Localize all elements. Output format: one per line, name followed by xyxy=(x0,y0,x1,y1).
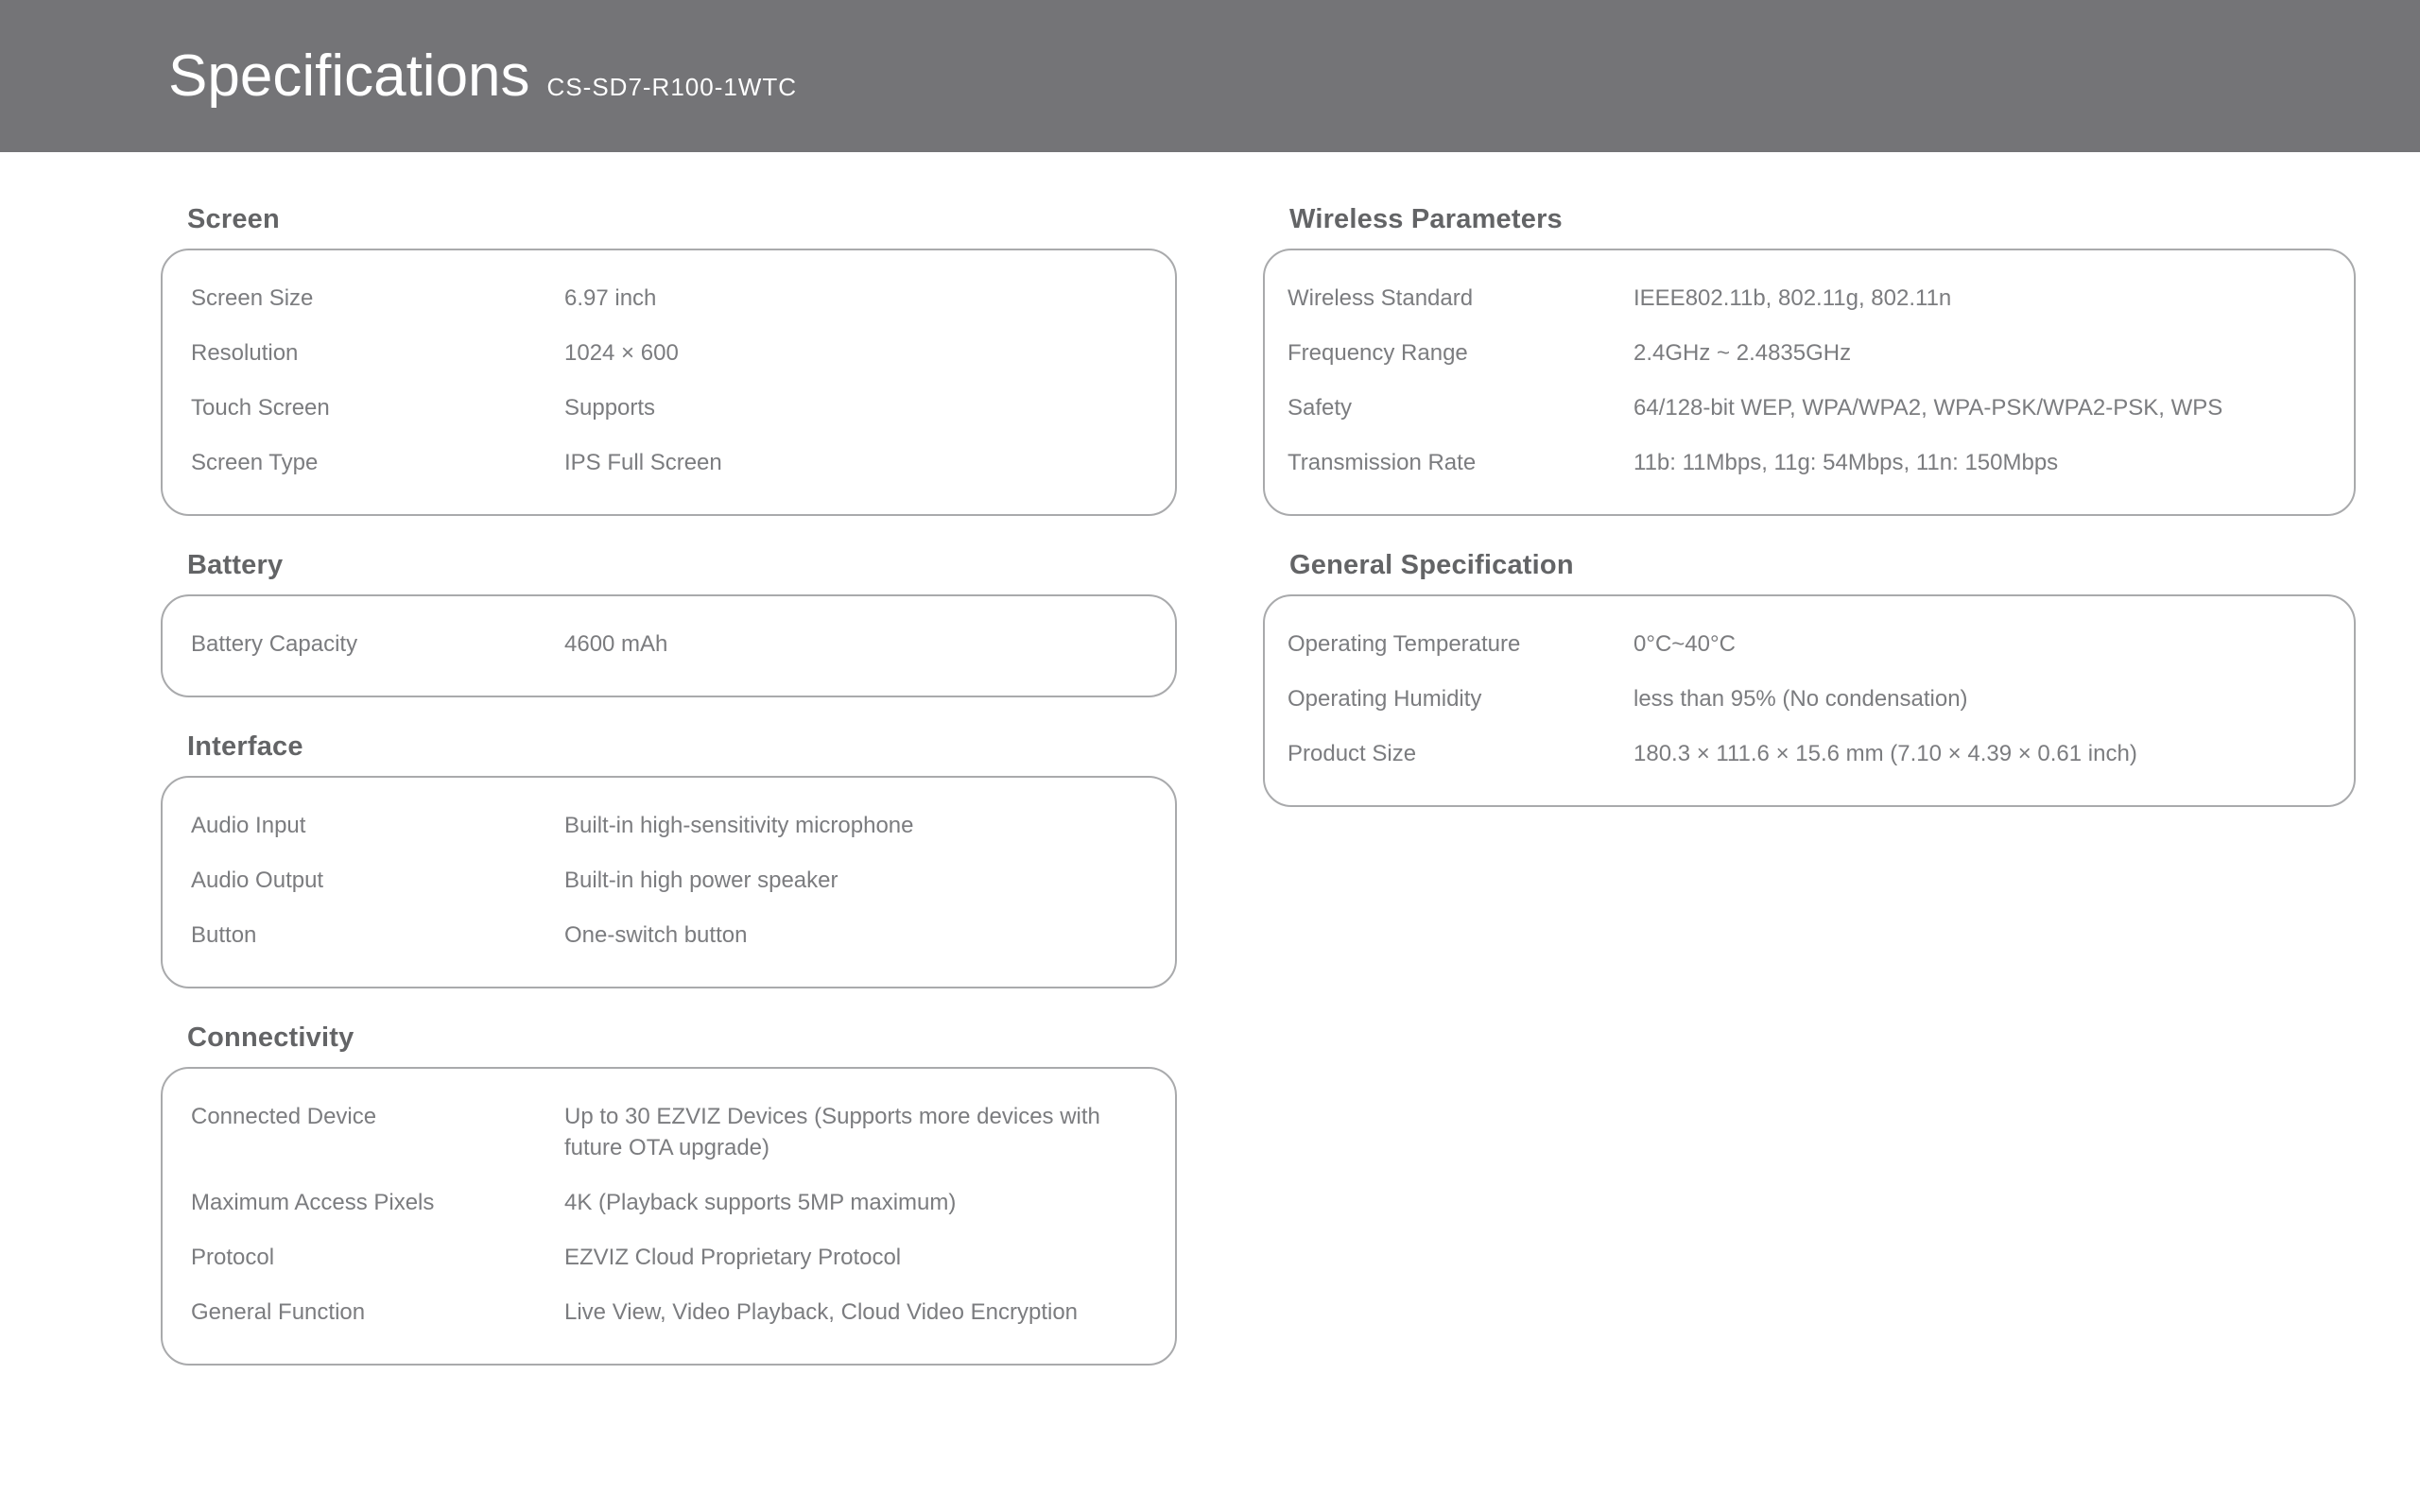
spec-row-transmission-rate xyxy=(1288,447,2325,478)
spec-label: Audio Output xyxy=(191,868,324,893)
spec-row-audio-output xyxy=(191,865,1147,896)
page-title: Specifications xyxy=(168,43,530,109)
spec-label: Screen Size xyxy=(191,285,314,311)
spec-row-product-size xyxy=(1288,738,2325,769)
spec-row-connected-device xyxy=(191,1101,1147,1163)
spec-label: Protocol xyxy=(191,1245,275,1270)
spec-label: Product Size xyxy=(1288,741,1417,766)
section-general-specification xyxy=(1263,547,2356,807)
spec-row-general-function xyxy=(191,1297,1147,1328)
spec-row-screen-type xyxy=(191,447,1147,478)
spec-row-button xyxy=(191,919,1147,951)
spec-row-operating-temperature xyxy=(1288,628,2325,660)
section-title-screen: Screen xyxy=(187,204,280,234)
spec-value: 180.3 × 111.6 × 15.6 mm (7.10 × 4.39 × 0.61 inch) xyxy=(1634,741,2137,766)
section-title-general-specification: General Specification xyxy=(1289,550,1574,580)
spec-label: Battery Capacity xyxy=(191,631,358,657)
spec-label: Safety xyxy=(1288,395,1353,421)
spec-row-touch-screen xyxy=(191,392,1147,423)
header-title-group xyxy=(168,43,797,110)
section-wireless-parameters xyxy=(1263,201,2356,516)
spec-value: 11b: 11Mbps, 11g: 54Mbps, 11n: 150Mbps xyxy=(1634,450,2059,475)
spec-row-wireless-standard xyxy=(1288,283,2325,314)
spec-box-general-specification xyxy=(1263,594,2356,807)
spec-value: Live View, Video Playback, Cloud Video Encryption xyxy=(564,1299,1079,1325)
right-column xyxy=(1263,201,2356,1397)
spec-label: Audio Input xyxy=(191,813,306,838)
section-title-wireless-parameters: Wireless Parameters xyxy=(1289,204,1563,234)
spec-label: General Function xyxy=(191,1299,366,1325)
spec-value: Built-in high power speaker xyxy=(564,868,838,893)
section-battery xyxy=(161,547,1177,697)
spec-label: Frequency Range xyxy=(1288,340,1468,366)
spec-box-screen xyxy=(161,249,1177,516)
left-column xyxy=(161,201,1177,1397)
spec-row-audio-input xyxy=(191,810,1147,841)
section-screen xyxy=(161,201,1177,516)
spec-box-connectivity xyxy=(161,1067,1177,1366)
section-interface xyxy=(161,729,1177,988)
spec-row-protocol xyxy=(191,1242,1147,1273)
spec-value: less than 95% (No condensation) xyxy=(1634,686,1968,712)
spec-value: One-switch button xyxy=(564,922,748,948)
spec-label: Connected Device xyxy=(191,1104,377,1129)
specs-content xyxy=(0,152,2420,1397)
spec-label: Operating Temperature xyxy=(1288,631,1521,657)
spec-box-wireless-parameters xyxy=(1263,249,2356,516)
spec-value: 4K (Playback supports 5MP maximum) xyxy=(564,1190,957,1215)
section-title-interface: Interface xyxy=(187,731,303,762)
spec-row-operating-humidity xyxy=(1288,683,2325,714)
spec-row-battery-capacity xyxy=(191,628,1147,660)
spec-value: Supports xyxy=(564,395,656,421)
spec-row-safety xyxy=(1288,392,2325,423)
spec-value: Built-in high-sensitivity microphone xyxy=(564,813,914,838)
spec-value: 64/128-bit WEP, WPA/WPA2, WPA-PSK/WPA2-PSK, WPS xyxy=(1634,395,2223,421)
section-connectivity xyxy=(161,1020,1177,1366)
spec-label: Button xyxy=(191,922,257,948)
spec-value: 2.4GHz ~ 2.4835GHz xyxy=(1634,340,1852,366)
spec-value: 6.97 inch xyxy=(564,285,657,311)
spec-row-frequency-range xyxy=(1288,337,2325,369)
spec-value: IEEE802.11b, 802.11g, 802.11n xyxy=(1634,285,1952,311)
spec-value: Up to 30 EZVIZ Devices (Supports more devices with future OTA upgrade) xyxy=(564,1104,1100,1160)
spec-value: 1024 × 600 xyxy=(564,340,679,366)
page-header xyxy=(0,0,2420,152)
spec-value: 4600 mAh xyxy=(564,631,668,657)
spec-row-maximum-access-pixels xyxy=(191,1187,1147,1218)
spec-value: 0°C~40°C xyxy=(1634,631,1736,657)
spec-label: Resolution xyxy=(191,340,299,366)
section-title-battery: Battery xyxy=(187,550,284,580)
spec-label: Screen Type xyxy=(191,450,319,475)
spec-row-resolution xyxy=(191,337,1147,369)
spec-box-interface xyxy=(161,776,1177,988)
spec-label: Transmission Rate xyxy=(1288,450,1477,475)
spec-value: IPS Full Screen xyxy=(564,450,722,475)
model-number: CS-SD7-R100-1WTC xyxy=(546,73,798,101)
spec-row-screen-size xyxy=(191,283,1147,314)
spec-label: Operating Humidity xyxy=(1288,686,1482,712)
spec-box-battery xyxy=(161,594,1177,697)
spec-label: Touch Screen xyxy=(191,395,330,421)
spec-label: Maximum Access Pixels xyxy=(191,1190,435,1215)
spec-value: EZVIZ Cloud Proprietary Protocol xyxy=(564,1245,902,1270)
section-title-connectivity: Connectivity xyxy=(187,1022,354,1053)
spec-label: Wireless Standard xyxy=(1288,285,1474,311)
